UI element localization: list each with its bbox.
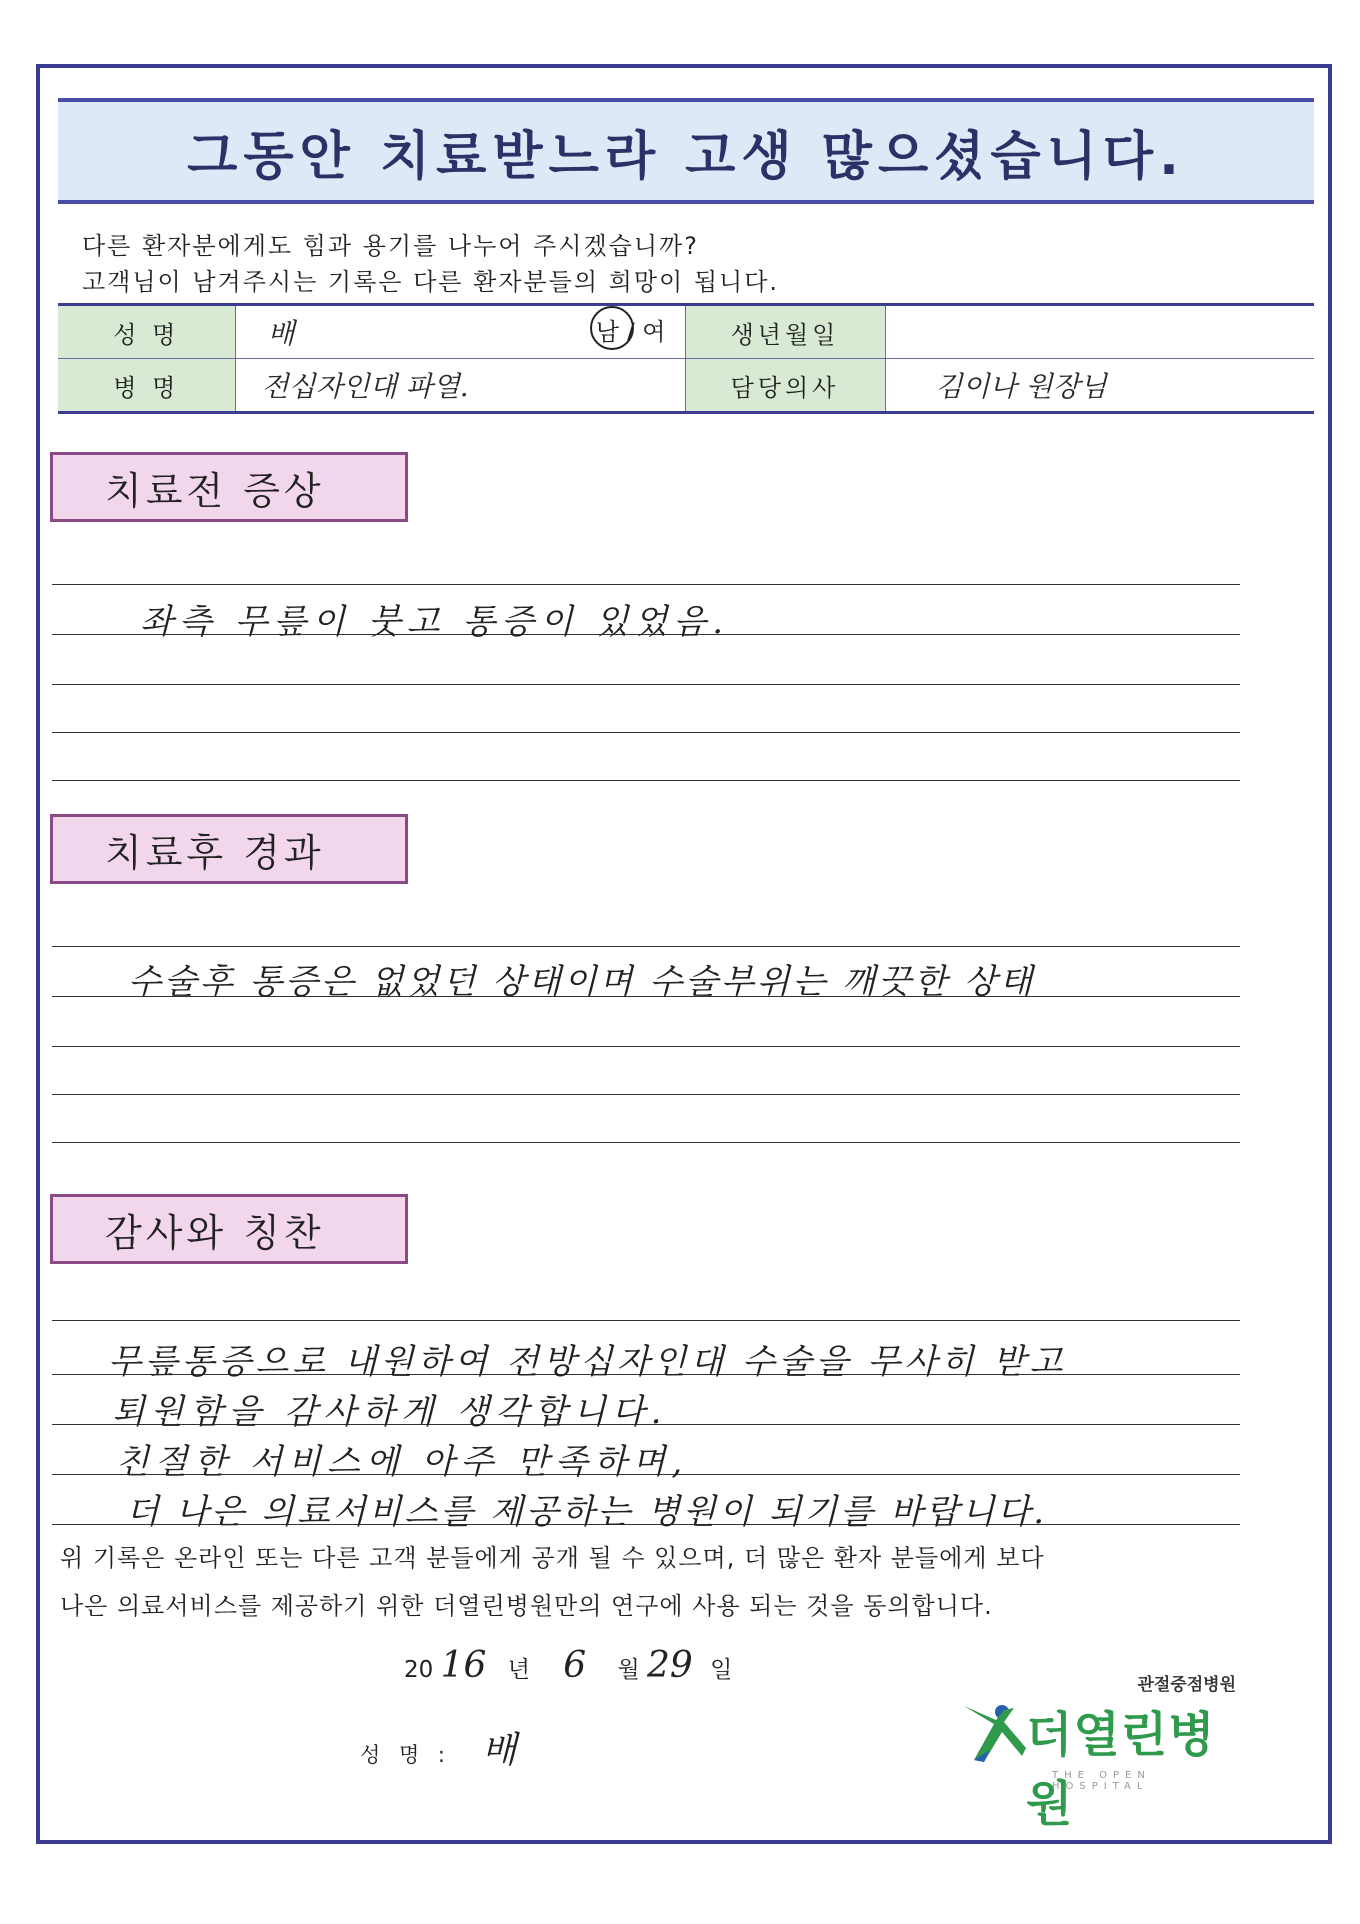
- doctor-label: 담당의사: [685, 359, 885, 413]
- gender-label: 남 / 여: [595, 318, 666, 346]
- signature-label: 성 명 :: [360, 1743, 451, 1767]
- signature-value: 배: [481, 1730, 517, 1771]
- section-after-header: 치료후 경과: [50, 814, 408, 884]
- date-row: [404, 1645, 732, 1686]
- ruled-line: [52, 684, 1240, 685]
- ruled-line: [52, 1046, 1240, 1047]
- after-handwriting-line: 수술후 통증은 없었던 상태이며 수술부위는 깨끗한 상태: [128, 962, 1036, 1002]
- disease-value: 전십자인대 파열.: [261, 370, 469, 403]
- date-year-unit: 년: [507, 1657, 530, 1683]
- name-cell: [235, 305, 685, 359]
- date-month: 6: [563, 1645, 587, 1686]
- page-title: 그동안 치료받느라 고생 많으셨습니다.: [187, 126, 1185, 187]
- ruled-line: [52, 1142, 1240, 1143]
- thanks-handwriting-line: 퇴원함을 감사하게 생각합니다.: [112, 1392, 668, 1432]
- section-thanks-header: 감사와 칭찬: [50, 1194, 408, 1264]
- birth-value: [885, 305, 1314, 359]
- date-year: 16: [440, 1645, 487, 1686]
- before-handwriting-line: 좌측 무릎이 붓고 통증이 있었음.: [140, 602, 730, 642]
- title-band: [58, 98, 1314, 204]
- section-before-header: 치료전 증상: [50, 452, 408, 522]
- intro-line-1: 다른 환자분에게도 힘과 용기를 나누어 주시겠습니까?: [82, 232, 699, 260]
- date-month-unit: 월: [617, 1657, 640, 1683]
- ruled-line: [52, 584, 1240, 585]
- consent-line-1: 위 기록은 온라인 또는 다른 고객 분들에게 공개 될 수 있으며, 더 많은 환자 분들에게 보다: [60, 1544, 1045, 1572]
- disease-label: 병 명: [58, 359, 235, 413]
- logo-english: THE OPEN HOSPITAL: [1052, 1770, 1151, 1792]
- date-day: 29: [647, 1645, 693, 1686]
- consent-line-2: 나은 의료서비스를 제공하기 위한 더열린병원만의 연구에 사용 되는 것을 동의합니다.: [60, 1592, 993, 1620]
- thanks-handwriting-line: 무릎통증으로 내원하여 전방십자인대 수술을 무사히 받고: [108, 1342, 1067, 1382]
- logo-subtitle: 관절중점병원: [1137, 1675, 1236, 1695]
- ruled-line: [52, 946, 1240, 947]
- ruled-line: [52, 1320, 1240, 1321]
- birth-label: 생년월일: [685, 305, 885, 359]
- gender-circle-mark: [590, 306, 634, 350]
- logo-name: 더열린병원: [1026, 1707, 1216, 1832]
- gender-selector: [596, 312, 666, 347]
- intro-line-2: 고객님이 남겨주시는 기록은 다른 환자분들의 희망이 됩니다.: [82, 268, 780, 296]
- signature-row: [360, 1722, 516, 1773]
- ruled-line: [52, 1094, 1240, 1095]
- ruled-line: [52, 780, 1240, 781]
- date-day-unit: 일: [710, 1657, 733, 1683]
- doctor-value: 김이나 원장님: [935, 370, 1107, 403]
- name-label: 성 명: [58, 305, 235, 359]
- thanks-handwriting-line: 더 나은 의료서비스를 제공하는 병원이 되기를 바랍니다.: [126, 1492, 1048, 1532]
- date-year-prefix: 20: [404, 1657, 434, 1683]
- thanks-handwriting-line: 친절한 서비스에 아주 만족하며,: [116, 1442, 689, 1482]
- hospital-logo: [960, 1670, 1250, 1832]
- ruled-line: [52, 732, 1240, 733]
- logo-figure-icon: [960, 1698, 1030, 1768]
- name-value: 배: [267, 317, 295, 350]
- patient-info-table: [58, 303, 1314, 414]
